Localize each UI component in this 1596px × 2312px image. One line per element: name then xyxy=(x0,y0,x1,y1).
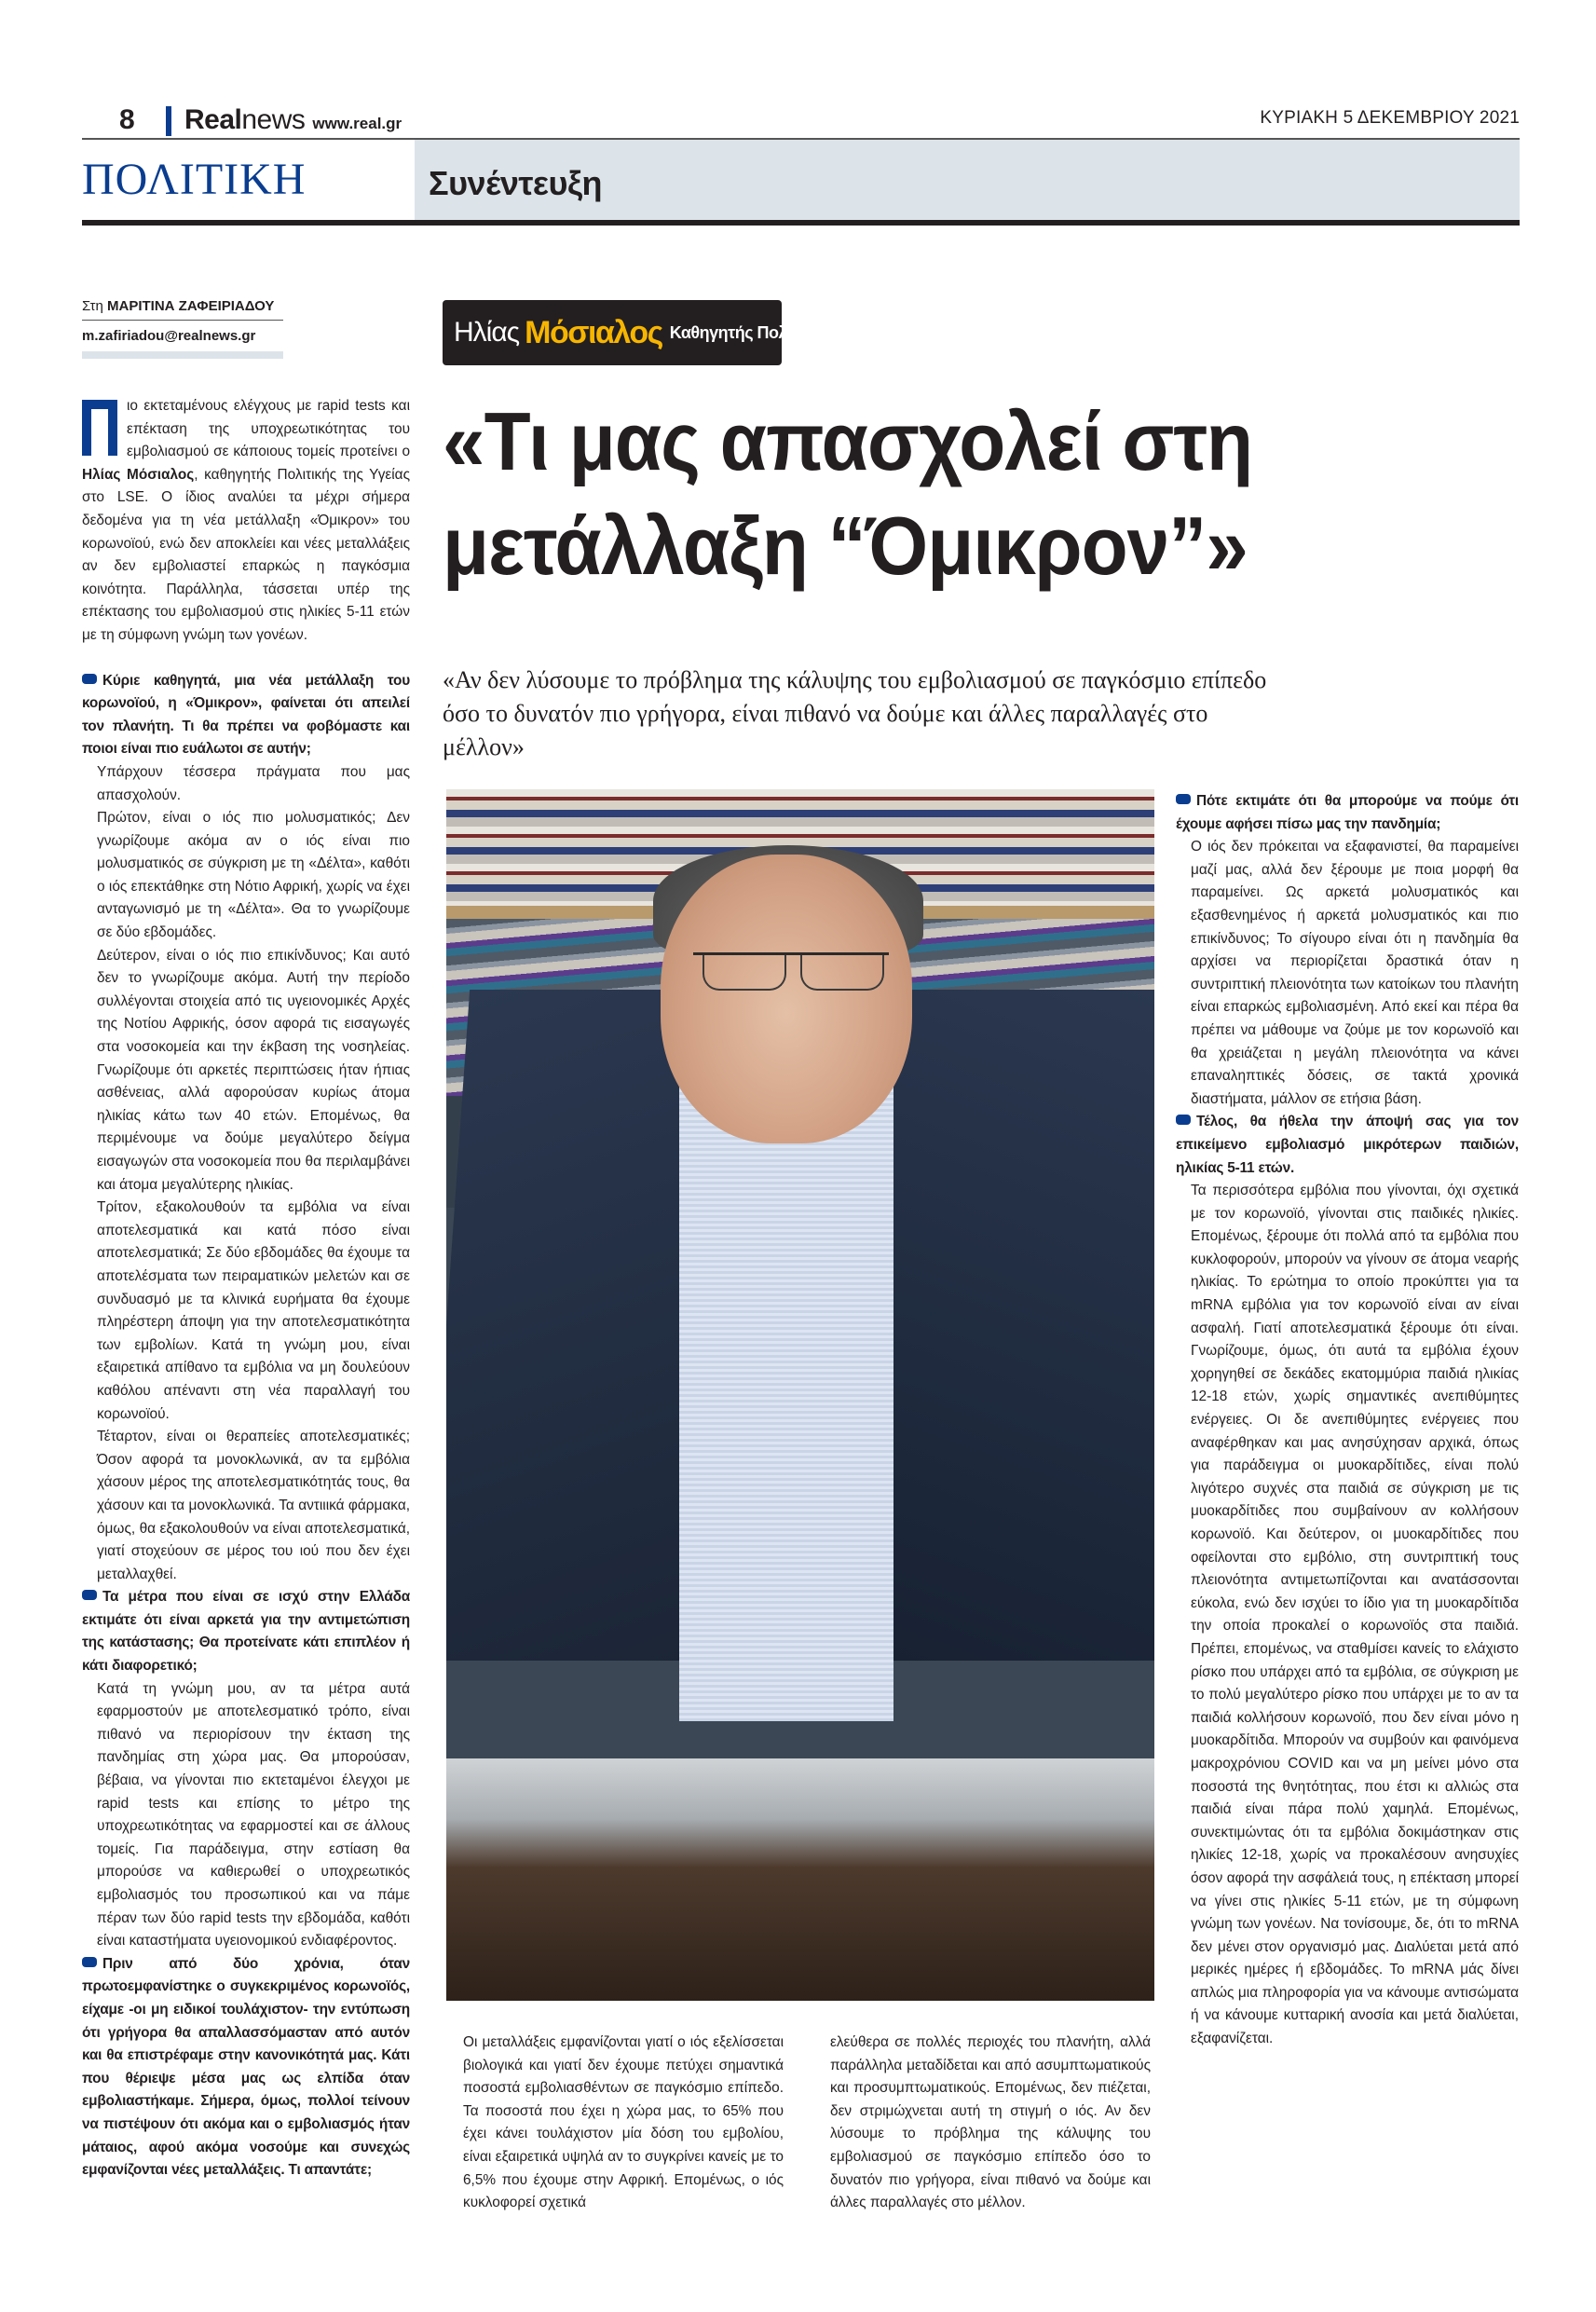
interviewee-banner xyxy=(443,300,979,365)
glasses xyxy=(693,952,889,990)
page-header xyxy=(82,104,1520,138)
right-column xyxy=(1176,790,1519,2051)
question-bullet-icon xyxy=(82,1957,97,1967)
dropcap-pi xyxy=(82,400,117,456)
lead-name: Ηλίας Μόσιαλος xyxy=(82,466,195,483)
answer-5: Τα περισσότερα εμβόλια που γίνονται, όχι σχετικά με τον κορωνοϊό, γίνονται στις παιδικές ηλικίες. Επομένως, ξέρουμε ότι πολλά από τα εμβόλια που κυκλοφορούν, μπορούν να γίνουν σε άτομα νεαρής ηλικίας. Το ερώτημα το οποίο προκύπτει για τα mRNA εμβόλια για τον κορωνοϊό είναι αν είναι ασφαλή. Γιατί αποτελεσματικά ξέρουμε ότι είναι. Γνωρίζουμε, όμως, ότι αυτά τα εμβόλια έχουν χορηγηθεί σε δεκάδες εκατομμύρια παιδιά ηλικίας 12-18 ετών, χωρίς σημαντικές ανεπιθύμητες ενέργειες. Οι δε ανεπιθύμητες ενέργειες που αναφέρθηκαν και μας ανησύχησαν αρχικά, όπως για παράδειγμα οι μυοκαρδίτιδες, είναι πολύ λιγότερο συχνές στα παιδιά σε σύγκριση με τις μυοκαρδίτιδες που συμβαίνουν αν κολλήσουν κορωνοϊό. Και δεύτερον, οι μυοκαρδίτιδες που οφείλονται στο εμβόλιο, στη συντριπτική τους πλειονότητα αντιμετωπίζονται και ανατάσσονται εύκολα, ενώ δεν ισχύει το ίδιο για τη μυοκαρδίτιδα την οποία προκαλεί ο κορωνοϊός στα παιδιά. Πρέπει, επομένως, να σταθμίσει κανείς το ελάχιστο ρίσκο που υπάρχει από τα εμβόλια, σε σύγκριση με το πολύ μεγαλύτερο ρίσκο που υπάρχει με το αν τα παιδιά κολλήσουν κορωνοϊό, που δεν είναι μόνο η μυοκαρδίτιδα. Μπορούν να συμβούν και φαινόμενα μακροχρόνιου COVID και να μη μείνει μόνο στα ποσοστά της θνητότητας, που έτσι κι αλλιώς στα παιδιά είναι πάρα πολύ χαμηλά. Επομένως, συνεκτιμώντας ότι τα εμβόλια δοκιμάστηκαν στις ηλικίες 12-18, χωρίς να προκαλέσουν ανησυχίες όσον αφορά την ασφάλειά τους, η επέκταση μπορεί να γίνει στις ηλικίες 5-11 ετών, με τη σύμφωνη γνώμη των γονέων. Να τονίσουμε, δε, ότι το mRNA δεν μένει στον οργανισμό μας. Διαλύεται μετά από μερικές ημέρες ή εβδομάδες. Το mRNA μάς δίνει απλώς μια πληροφορία για να κάνουμε αντισώματα ή να κάνουμε κυτταρική ανοσία και μετά διαλύεται, εξαφανίζεται. xyxy=(1191,1183,1519,2047)
question-1: Κύριε καθηγητά, μια νέα μετάλλαξη του κορωνοϊού, η «Όμικρον», φαίνεται ότι απειλεί τον πλανήτη. Τι θα πρέπει να φοβόμαστε και ποιοι είναι πιο ευάλωτοι σε αυτήν; xyxy=(82,672,410,758)
brand-light: news xyxy=(241,104,306,135)
question-2: Τα μέτρα που είναι σε ισχύ στην Ελλάδα εκτιμάτε ότι είναι αρκετά για την αντιμετώπιση της κατάστασης; Θα προτείνατε κάτι επιπλέον ή κάτι διαφορετικό; xyxy=(82,1589,410,1675)
author-name: ΜΑΡΙΤΙΝΑ ΖΑΦΕΙΡΙΑΔΟΥ xyxy=(107,298,275,314)
section-subtitle: Συνέντευξη xyxy=(429,164,602,202)
brand-url[interactable]: www.real.gr xyxy=(312,115,402,132)
headline-line-1: «Τι μας απασχολεί στη xyxy=(443,395,1253,487)
question-4: Πότε εκτιμάτε ότι θα μπορούμε να πούμε ότι έχουμε αφήσει πίσω μας την πανδημία; xyxy=(1176,793,1519,832)
question-bullet-icon xyxy=(82,674,97,684)
answer-1-p5: Τέταρτον, είναι οι θεραπείες αποτελεσματικές; Όσον αφορά τα μονοκλωνικά, αν τα εμβόλια χάσουν μέρος της αποτελεσματικότητάς τους, θα χάσουν και τα μονοκλωνικά. Τα αντιιικά φάρμακα, όμως, θα εξακολουθούν να είναι αποτελεσματικά, γιατί στοχεύουν σε μέρος του ιού που δεν έχει μεταλλαχθεί. xyxy=(97,1429,410,1582)
answer-1-p3: Δεύτερον, είναι ο ιός πιο επικίνδυνος; Και αυτό δεν το γνωρίζουμε ακόμα. Αυτή την περίοδο συλλέγονται στοιχεία από τις υγειονομικές Αρχές της Νοτίου Αφρικής, όσον αφορά τις εισαγωγές στα νοσοκομεία και την έκβαση της νοσηλείας. Γνωρίζουμε ότι αρκετές περιπτώσεις ήταν ήπιας ασθένειας, αλλά αφορούσαν κυρίως άτομα ηλικίας κάτω των 40 ετών. Επομένως, θα περιμένουμε να δούμε μεγαλύτερο δείγμα εισαγωγών στα νοσοκομεία που θα περιλαμβάνει και άτομα μεγαλύτερης ηλικίας. xyxy=(97,947,410,1193)
page-number: 8 xyxy=(119,104,135,135)
question-3: Πριν από δύο χρόνια, όταν πρωτοεμφανίστηκε ο συγκεκριμένος κορωνοϊός, είχαμε -οι μη ειδικοί τουλάχιστον- την εντύπωση ότι γρήγορα θα απαλλασσόμασταν από αυτόν και θα επιστρέφαμε στην κανονικότητά μας. Κάτι που θέριεψε μέσα μας ως ελπίδα όταν εμβολιαστήκαμε. Σήμερα, όμως, πολλοί τείνουν να πιστέψουν ότι ακόμα και ο εμβολιασμός ήταν μάταιος, αφού ακόμα νοσούμε και συνεχώς εμφανίζονται νέες μεταλλάξεις. Τι απαντάτε; xyxy=(82,1955,410,2179)
interviewee-role: Καθηγητής Πολιτικής της Υγείας στο LSE xyxy=(669,322,979,342)
byline-band xyxy=(82,351,283,359)
question-bullet-icon xyxy=(82,1590,97,1600)
bottom-column-1: Οι μεταλλάξεις εμφανίζονται γιατί ο ιός εξελίσσεται βιολογικά και γιατί δεν έχουμε πετύχει σημαντικά ποσοστά εμβολιασθέντων σε παγκόσμιο επίπεδο. Τα ποσοστά που έχει η χώρα μας, το 65% που έχει κάνει τουλάχιστον μία δόση του εμβολίου, είναι εξαιρετικά υψηλά αν το συγκρίνει κανείς με το 6,5% που έχουμε στην Αφρική. Επομένως, ο ιός κυκλοφορεί σχετικά xyxy=(463,2034,784,2211)
brand-logo[interactable] xyxy=(184,104,402,136)
author-email[interactable]: m.zafiriadou@realnews.gr xyxy=(82,328,256,344)
question-bullet-icon xyxy=(1176,1115,1191,1125)
question-5: Τέλος, θα ήθελα την άποψή σας για τον επικείμενο εμβολιασμό μικρότερων παιδιών, ηλικίας 5-11 ετών. xyxy=(1176,1114,1519,1176)
byline xyxy=(82,298,283,359)
interviewee-last-name: Μόσιαλος xyxy=(525,314,662,350)
brand-bold: Real xyxy=(184,104,242,135)
desk xyxy=(446,1758,1154,2001)
answer-1-p1: Υπάρχουν τέσσερα πράγματα που μας απασχολούν. xyxy=(97,763,410,803)
answer-1-p4: Τρίτον, εξακολουθούν τα εμβόλια να είναι αποτελεσματικά και κατά πόσο είναι αποτελεσματικά; Σε δύο εβδομάδες θα έχουμε τα αποτελέσματα των πειραματικών μελετών και σε συνδυασμό με τα κλινικά ευρήματα θα έχουμε πληρέστερη άποψη για την αποτελεσματικότητα των εμβολίων. Κατά τη γνώμη μου, είναι εξαιρετικά απίθανο τα εμβόλια να μη δουλεύουν καθόλου απέναντι στη νέα παραλλαγή του κορωνοϊού. xyxy=(97,1199,410,1422)
interviewee-first-name: Ηλίας xyxy=(454,317,520,348)
answer-4: Ο ιός δεν πρόκειται να εξαφανιστεί, θα παραμείνει μαζί μας, αλλά δεν ξέρουμε με ποια μορφή θα παραμείνει. Ως αρκετά μολυσματικός και εξασθενημένος ή αρκετά μολυσματικός και πιο επικίνδυνος; Το σίγουρο είναι ότι η πανδημία θα αρχίσει να περιορίζεται δραστικά όταν η συντριπτική πλειονότητα των κατοίκων του πλανήτη είναι επαρκώς εμβολιασμένη. Από εκεί και πέρα θα πρέπει να μάθουμε να ζούμε με τον κορωνοϊό και θα χρειάζεται η μεγάλη πλειονότητα να κάνει επαναληπτικές δόσεις, σε τακτά χρονικά διαστήματα, μάλλον σε ετήσια βάση. xyxy=(1191,839,1519,1107)
lead-paragraph: ιο εκτεταμένους ελέγχους με rapid tests και επέκταση της υποχρεωτικότητας του εμβολιασμού σε κάποιους τομείς προτείνει ο Ηλίας Μόσιαλος, καθηγητής Πολιτικής της Υγείας στο LSE. Ο ίδιος αναλύει τα μέχρι σήμερα δεδομένα για τη νέα μετάλλαξη «Όμικρον» του κορωνοϊού, ενώ δεν αποκλείει και νέες μεταλλάξεις αν δεν εμβολιαστεί επαρκώς η παγκόσμια κοινότητα. Παράλληλα, τάσσεται υπέρ της επέκτασης του εμβολιασμού στις ηλικίες 5-11 ετών με τη σύμφωνη γνώμη των γονέων. xyxy=(82,398,410,643)
author-line xyxy=(82,298,283,321)
issue-date: ΚΥΡΙΑΚΗ 5 ΔΕΚΕΜΒΡΙΟΥ 2021 xyxy=(1260,108,1520,128)
headline-line-2: μετάλλαξη “Όμικρον”» xyxy=(443,499,1248,592)
bottom-column-2: ελεύθερα σε πολλές περιοχές του πλανήτη, αλλά παράλληλα μεταδίδεται και από ασυμπτωματικούς και προσυμπτωματικούς. Επομένως, δεν πιέζεται, δεν στριμώχνεται αυτή τη στιγμή ο ιός. Αν δεν λύσουμε το πρόβλημα της κάλυψης του εμβολιασμού σε παγκόσμιο επίπεδο όσο το δυνατόν πιο γρήγορα, είναι πιθανό να δούμε και άλλες παραλλαγές στο μέλλον. xyxy=(830,2034,1151,2211)
face xyxy=(661,855,912,1143)
left-column xyxy=(82,395,410,2182)
section-rule xyxy=(82,220,1520,226)
headline xyxy=(443,390,1448,598)
answer-1-p2: Πρώτον, είναι ο ιός πιο μολυσματικός; Δεν γνωρίζουμε ακόμα αν ο ιός είναι πιο μολυσματικός σε σύγκριση με τη «Δέλτα», καθότι ο ιός επεκτάθηκε στη Νότιο Αφρική, χωρίς να έχει ανταγωνισμό με τη «Δέλτα». Θα το γνωρίζουμε σε δύο εβδομάδες. xyxy=(97,810,410,941)
question-bullet-icon xyxy=(1176,794,1191,804)
jacket-right xyxy=(893,990,1154,1661)
answer-2: Κατά τη γνώμη μου, αν τα μέτρα αυτά εφαρμοστούν με αποτελεσματικό τρόπο, είναι πιθανό να περιορίσουν την έκταση της πανδημίας στη χώρα μας. Θα μπορούσαν, βέβαια, να γίνονται πιο εκτεταμένοι έλεγχοι με rapid tests και επίσης το μέτρο της υποχρεωτικότητας να εφαρμοστεί και σε άλλους τομείς. Για παράδειγμα, στην εστίαση θα μπορούσε να καθιερωθεί ο υποχρεωτικός εμβολιασμός του προσωπικού και να πάμε πέραν των δύο rapid tests την εβδομάδα, καθότι είναι καταστήματα υγειονομικού ενδιαφέροντος. xyxy=(97,1680,410,1949)
byline-prefix: Στη xyxy=(82,298,103,314)
interviewee-photo xyxy=(446,789,1154,2001)
brand-divider xyxy=(166,106,171,136)
pull-quote: «Αν δεν λύσουμε το πρόβλημα της κάλυψης του εμβολιασμού σε παγκόσμιο επίπεδο όσο το δυνατόν πιο γρήγορα, είναι πιθανό να δούμε και άλλες παραλλαγές στο μέλλον» xyxy=(443,666,1267,760)
section-title: ΠΟΛΙΤΙΚΗ xyxy=(82,155,307,204)
shirt xyxy=(679,1069,893,1721)
